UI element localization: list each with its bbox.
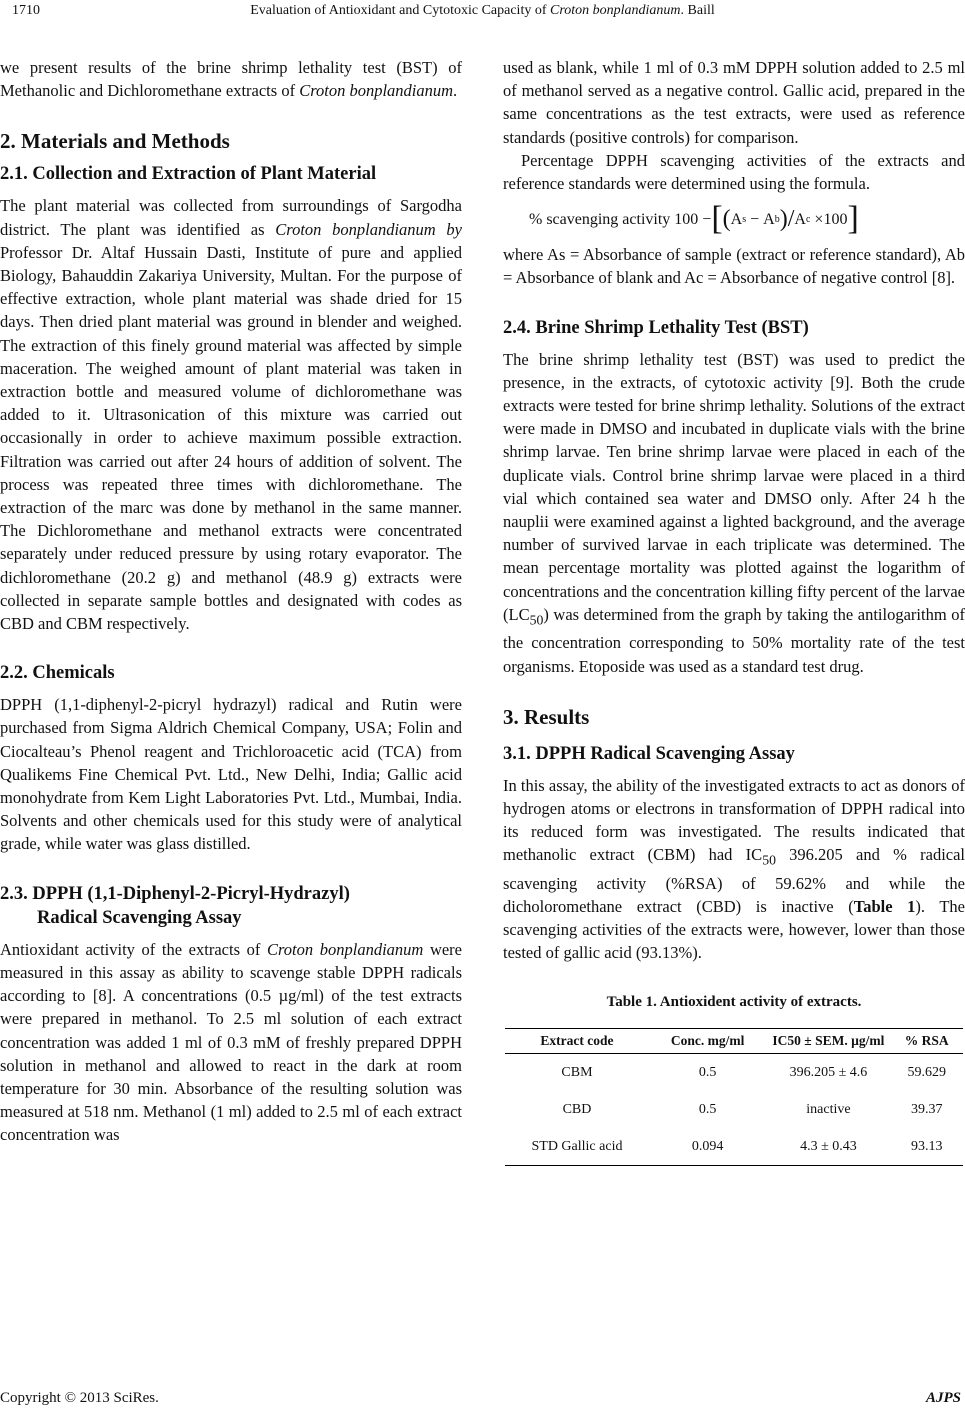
table-cell: 0.5 xyxy=(698,1101,717,1117)
table-1-reference[interactable]: Table 1 xyxy=(853,897,916,917)
intro-end: . xyxy=(453,81,458,101)
formula-sub-c: c xyxy=(805,213,811,225)
section-2-1-paragraph xyxy=(0,194,462,635)
formula-paren-open: ( xyxy=(722,206,731,233)
table-cell: 0.094 xyxy=(649,1128,766,1166)
table-cell: 59.629 xyxy=(907,1064,946,1080)
section-3-1-heading: 3.1. DPPH Radical Scavenging Assay xyxy=(503,743,795,764)
header-title-prefix: Evaluation of Antioxidant and Cytotoxic Capacity of xyxy=(250,3,550,18)
table-1-title: Table 1. Antioxident activity of extracts. xyxy=(606,993,862,1010)
sec23-text-a: Antioxidant activity of the extracts of xyxy=(0,939,267,959)
table-cell: inactive xyxy=(806,1101,851,1117)
table-header-cell: Conc. mg/ml xyxy=(649,1028,766,1053)
sec31-text-b: 396.205 and % radical scavenging activity (%RSA) of 59.62% and while the dicholoromethane extract (CBD) is inactive ( xyxy=(503,845,965,917)
sec23-text-b: were measured in this assay as ability to scavenge stable DPPH radicals according to [8]. A concentrations (0.5 µg/ml) of the test extracts were prepared in methanol. To 2.5 ml solution of each extract concentration was added 1 ml of 0.3 mM of freshly prepared DPPH solution in methanol and allowed to react in the dark at room temperature for 30 min. Absorbance of the resulting solution was measured at 518 nm. Methanol (1 ml) added to 2.5 ml of each extract concentration was xyxy=(0,939,463,1145)
table-cell: 0.5 xyxy=(698,1064,717,1080)
table-cell: CBD xyxy=(562,1101,592,1117)
formula-100-b: 100 xyxy=(823,210,848,228)
formula-paren-close: ) xyxy=(779,206,788,233)
continued-paragraph: used as blank, while 1 ml of 0.3 mM DPPH solution added to 2.5 ml of methanol served as a negative control. Gallic acid, prepared in the same concentrations as the test extracts, were used as reference standards (positive controls) for comparison. xyxy=(503,58,965,147)
sec31-sub: 50 xyxy=(762,852,776,868)
section-3-heading: 3. Results xyxy=(503,704,590,729)
header-title-species: Croton bonplandianum xyxy=(550,3,681,18)
table-cell: STD Gallic acid xyxy=(505,1128,649,1166)
sec23-title-line2: Radical Scavenging Assay xyxy=(37,907,242,928)
section-2-3-heading xyxy=(0,882,462,930)
table-row xyxy=(505,1091,963,1128)
sec23-species: Croton bonplandianum xyxy=(266,939,424,959)
intro-paragraph xyxy=(0,56,462,102)
table-row xyxy=(505,1128,963,1166)
formula-bracket-close: ] xyxy=(847,200,859,238)
page-number: 1710 xyxy=(12,3,40,18)
sec24-text-a: The brine shrimp lethality test (BST) was used to predict the presence, in the extracts, of cytotoxic activity [9]. Both the crude extracts were tested for brine shrimp lethality. Solutions of the extract were made in DMSO and incubated in duplicate vials with the brine shrimp larvae. Ten brine shrimp larvae were placed in each of the duplicate vials. Control brine shrimp larvae were placed in a third vial which contained sea water and DMSO only. After 24 h the nauplii were examined against a lighted background, and the average number of survived larvae in each triplicate was determined. The mean percentage mortality was plotted against the logarithm of concentrations and the concentration killing fifty percent of the larvae (LC xyxy=(503,349,965,624)
table-cell: CBM xyxy=(561,1064,593,1080)
formula-a-c: A xyxy=(794,210,806,228)
sec23-title-line1: 2.3. DPPH (1,1-Diphenyl-2-Picryl-Hydrazyl) xyxy=(0,883,350,904)
table-header-cell: % RSA xyxy=(890,1028,963,1053)
formula-a-b: A xyxy=(763,210,775,228)
formula-definitions: where As = Absorbance of sample (extract or reference standard), Ab = Absorbance of blank and Ac = Absorbance of negative control [8]. xyxy=(503,245,965,288)
formula-intro: Percentage DPPH scavenging activities of the extracts and reference standards were determined using the formula. xyxy=(503,150,965,194)
formula-sub-s: s xyxy=(742,213,747,225)
formula-bracket-open: [ xyxy=(711,200,723,238)
section-2-2-paragraph: DPPH (1,1-diphenyl-2-picryl hydrazyl) radical and Rutin were purchased from Sigma Aldrich Chemical Company, USA; Folin and Ciocalteau’s Phenol reagent and Trichloroacetic acid (TCA) from Qualikems Fine Chemical Pvt. Ltd., New Delhi, India; Gallic acid monohydrate from Kem Light Laboratories Pvt. Ltd., Mumbai, India. Solvents and other chemicals used for this study were of analytical grade, while water was glass distilled. xyxy=(0,695,462,854)
sec31-text-c: ). The scavenging activities of the extracts were, however, lower than those tested of gallic acid (93.13%). xyxy=(503,897,965,963)
table-cell: 396.205 ± 4.6 xyxy=(789,1064,868,1080)
table-cell: 39.37 xyxy=(910,1101,943,1117)
section-2-4-heading: 2.4. Brine Shrimp Lethality Test (BST) xyxy=(503,317,809,338)
scavenging-formula xyxy=(529,200,965,238)
sec21-text-b: Professor Dr. Altaf Hussain Dasti, Institute of pure and applied Biology, Bahauddin Zakariya University, Multan. For the purpose of effective extraction, whole plant material was shade dried for 15 days. Then dried plant material was ground in blender and weighed. The extraction of this finely ground material was affected by simple maceration. The weighed amount of plant material was taken in extraction bottle and measured volume of dichloromethane was added to it. Ultrasonication of this mixture was carried out occasionally in order to achieve maximum possible extraction. Filtration was carried out after 24 hours of addition of solvent. The process was repeated three times with dichloromethane. The extraction of the marc was done by methanol in the same manner. The Dichloromethane and methanol extracts were concentrated separately under reduced pressure by using rotary evaporator. The dichloromethane (20.2 g) and methanol (48.9 g) extracts were collected in separate sample bottles and designated with codes as CBD and CBM respectively. xyxy=(0,242,462,634)
section-2-2-heading: 2.2. Chemicals xyxy=(0,663,115,684)
intro-text: we present results of the brine shrimp lethality test (BST) of Methanolic and Dichloromethane extracts of xyxy=(0,58,462,101)
section-2-3-paragraph xyxy=(0,938,462,1147)
copyright-notice: Copyright © 2013 SciRes. xyxy=(0,1390,159,1406)
table-header-cell: Extract code xyxy=(505,1028,649,1053)
formula-times: × xyxy=(814,210,824,228)
formula-a-s: A xyxy=(730,210,743,228)
sec21-species: Croton bonplandianum by xyxy=(275,219,462,239)
section-2-heading: 2. Materials and Methods xyxy=(0,129,230,154)
journal-abbreviation: AJPS xyxy=(925,1390,961,1406)
formula-minus-2: − xyxy=(750,210,760,228)
sec24-sub: 50 xyxy=(529,612,544,628)
header-title-suffix: . Baill xyxy=(680,3,715,18)
section-2-1-heading: 2.1. Collection and Extraction of Plant Material xyxy=(0,164,377,185)
table-cell: 93.13 xyxy=(890,1128,963,1166)
formula-minus: − xyxy=(702,210,712,228)
sec21-text-a: The plant material was collected from surroundings of Sargodha district. The plant was identified as xyxy=(0,196,462,239)
right-column xyxy=(503,56,965,1166)
left-column xyxy=(0,56,462,1147)
formula-100: 100 xyxy=(674,210,699,228)
table-header-cell: IC50 ± SEM. µg/ml xyxy=(766,1028,890,1053)
table-row xyxy=(505,1053,963,1091)
intro-species: Croton bonplandianum xyxy=(299,81,454,101)
sec24-text-b: ) was determined from the graph by taking the antilogarithm of the concentration corresponding to 50% mortality rate of the test organisms. Etoposide was used as a standard test drug. xyxy=(503,604,965,676)
formula-lhs: % scavenging activity xyxy=(529,210,671,228)
antioxidant-table xyxy=(505,1028,963,1166)
running-header xyxy=(0,3,965,19)
sec31-text-a: In this assay, the ability of the investigated extracts to act as donors of hydrogen atoms or electrons in transformation of DPPH radical into its reduced form was investigated. The results indicated that methanolic extract (CBM) had IC xyxy=(503,775,965,865)
table-cell: 4.3 ± 0.43 xyxy=(766,1128,890,1166)
section-2-4-paragraph xyxy=(503,348,965,678)
section-3-1-paragraph xyxy=(503,774,965,965)
formula-slash: / xyxy=(787,206,795,233)
formula-sub-b: b xyxy=(774,213,780,225)
